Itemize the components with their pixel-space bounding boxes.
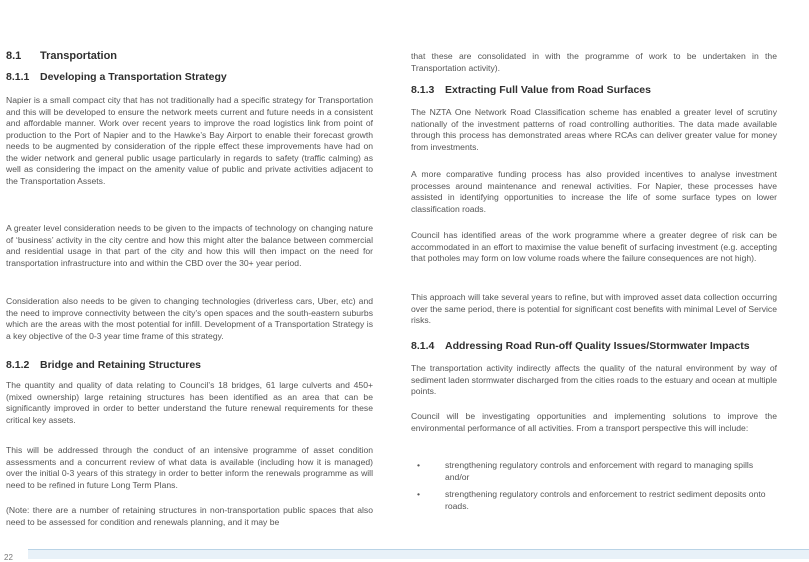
paragraph: This will be addressed through the conduct of an intensive programme of asset condition assessments and a concurrent review of what data is available (including how it is managed) over the initial 0-3 years of this strategy in order to better inform the renewals programme as will need to be refined in future Long Term Plans.	[6, 445, 373, 490]
paragraph: The transportation activity indirectly affects the quality of the natural environment by way of sediment laden stormwater discharged from the cities roads to the estuary and ocean at multiple points.	[411, 363, 777, 396]
heading-8-1-2: 8.1.2 Bridge and Retaining Structures	[6, 359, 202, 371]
heading-8-1-1: 8.1.1 Developing a Transportation Strategy	[6, 71, 227, 83]
paragraph: that these are consolidated in with the programme of work to be undertaken in the Transportation activity).	[411, 51, 777, 73]
bullet-list	[411, 460, 777, 518]
paragraph: A more comparative funding process has also provided incentives to analyse investment processes around maintenance and renewal activities. For Napier, these processes have assisted in identifying opportunities to increase the life of some surface types on lower classification roads.	[411, 169, 777, 214]
heading-8-1-3: 8.1.3 Extracting Full Value from Road Surfaces	[411, 84, 651, 96]
list-item: • strengthening regulatory controls and enforcement to restrict sediment deposits onto roads.	[417, 489, 766, 511]
page-number: 22	[4, 553, 13, 562]
paragraph: (Note: there are a number of retaining structures in non-transportation public spaces that also need to be assessed for condition and renewals planning, and it may be	[6, 505, 373, 527]
list-item: • strengthening regulatory controls and enforcement with regard to managing spills and/or	[417, 460, 754, 482]
bullet-icon: •	[417, 460, 421, 470]
paragraph: Council will be investigating opportunities and implementing solutions to improve the environmental performance of all activities. From a transport perspective this will include:	[411, 411, 777, 433]
heading-8-1: 8.1 Transportation	[6, 50, 118, 62]
heading-8-1-4: 8.1.4 Addressing Road Run-off Quality Issues/Stormwater Impacts	[411, 340, 750, 352]
paragraph: The NZTA One Network Road Classification scheme has enabled a greater level of scrutiny nationally of the investment patterns of road controlling authorities. The data made available through this process has demonstrated areas where RCAs can deliver greater value for money from investments.	[411, 107, 777, 152]
paragraph: This approach will take several years to refine, but with improved asset data collection occurring over the same period, there is potential for significant cost benefits with minimal Level of Service risks.	[411, 292, 777, 325]
paragraph: The quantity and quality of data relating to Council’s 18 bridges, 61 large culverts and 450+ (mixed ownership) large retaining structures has been identified as an area that can be significantly improved in order to better understand the future renewal requirements for these critical key assets.	[6, 380, 373, 425]
paragraph: Napier is a small compact city that has not traditionally had a specific strategy for Transportation and this will be developed to ensure the network meets current and future needs in a consistent and affordable manner. Work over recent years to improve the road logistics link from point of production to the Port of Napier and to the Hawke’s Bay Airport to enable their forecast growth needs to be augmented by consideration of the ripple effect these improvements have had on the wider network and general public usage particularly in regards to safety (traffic calming) as well as considering the impact on the amenity value of public and private activities adjacent to the Transportation Assets.	[6, 95, 373, 186]
paragraph: A greater level consideration needs to be given to the impacts of technology on changing nature of ‘business’ activity in the city centre and how this might alter the balance between commercial and residential usage in that part of the city and how this will then impact on the need for transportation infrastructure into and within the CBD over the 30+ year period.	[6, 223, 373, 268]
paragraph: Consideration also needs to be given to changing technologies (driverless cars, Uber, etc) and the need to improve connectivity between the city’s open spaces and the south-eastern suburbs which are the areas with the most potential for infill. Development of a Transportation Strategy is a key objective of the 0-3 year time frame of this strategy.	[6, 296, 373, 341]
paragraph: Council has identified areas of the work programme where a greater degree of risk can be accommodated in an effort to maximise the value benefit of surfacing investment (e.g. accepting that potholes may form on low volume roads where the failure consequences are not high).	[411, 230, 777, 263]
bullet-icon: •	[417, 489, 421, 499]
